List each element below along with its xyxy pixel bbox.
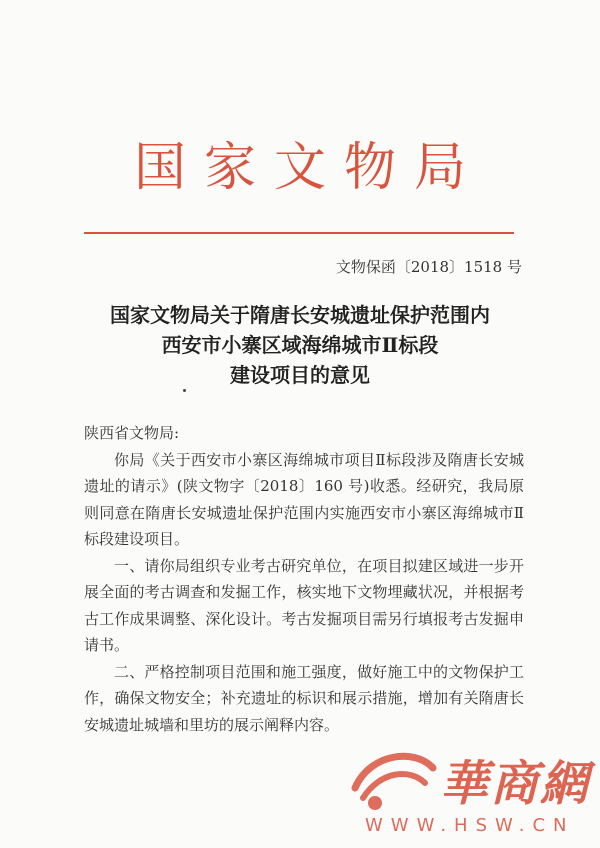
title-line-1: 国家文物局关于隋唐长安城遗址保护范围内 xyxy=(110,303,490,327)
scan-speck xyxy=(183,389,186,392)
body-paragraph-3: 二、严格控制项目范围和施工强度，做好施工中的文物保护工作，确保文物安全；补充遗址的标识和展示措施，增加有关隋唐长安城遗址城墙和里坊的展示阐释内容。 xyxy=(84,662,524,734)
title-line-2: 西安市小寨区域海绵城市Ⅱ标段 xyxy=(161,333,439,357)
document-title xyxy=(0,300,600,390)
red-divider-line xyxy=(84,232,514,234)
document-body xyxy=(84,420,524,738)
hsw-logo-icon xyxy=(345,743,440,813)
issuer-heading: 国家文物局 xyxy=(133,138,484,198)
watermark-brand: 華商網 xyxy=(440,756,591,812)
watermark-domain: WWW.HSW.CN xyxy=(365,815,575,836)
hsw-watermark xyxy=(345,735,595,845)
document-number: 文物保函〔2018〕1518 号 xyxy=(335,258,522,276)
body-paragraph-2: 一、请你局组织专业考古研究单位，在项目拟建区域进一步开展全面的考古调查和发掘工作，核实地下文物埋藏状况，并根据考古工作成果调整、深化设计。考古发掘项目需另行填报考古发掘申请书。 xyxy=(84,556,524,654)
title-line-3: 建设项目的意见 xyxy=(230,363,370,387)
body-paragraph-1: 你局《关于西安市小寨区海绵城市项目Ⅱ标段涉及隋唐长安城遗址的请示》(陕文物字〔2018〕160 号)收悉。经研究，我局原则同意在隋唐长安城遗址保护范围内实施西安市小寨区海绵城市Ⅱ标段建设项目。 xyxy=(84,450,524,548)
salutation: 陕西省文物局: xyxy=(84,424,180,442)
